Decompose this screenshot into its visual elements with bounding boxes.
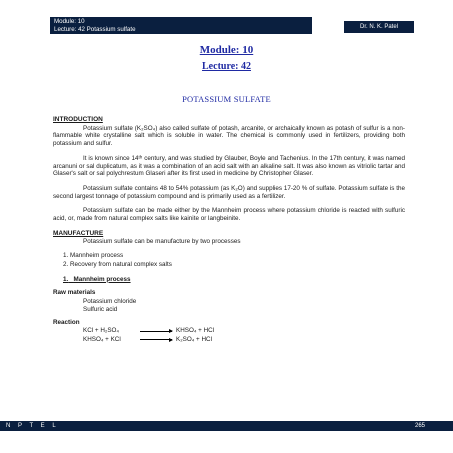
reaction-arrow-icon	[140, 339, 172, 340]
intro-paragraph-1: Potassium sulfate (K₂SO₄) also called sulfate of potash, arcanite, or archaically known as potash of sulfur is a non-flammable white crystalline salt which is soluble in water. The chemical is commonly used in fertilizers, providing both potassium and sulfur.	[53, 124, 405, 148]
raw-materials-list	[53, 298, 405, 313]
module-title: Module: 10	[199, 44, 254, 56]
intro-paragraph-3: Potassium sulfate contains 48 to 54% potassium (as K₂O) and supplies 17-20 % of sulfate. Potassium sulfate is the second largest tonnage of potassium compound and is primarily used as a fertilizer.	[53, 184, 405, 200]
header-module-box	[50, 17, 312, 34]
raw-material-1: Potassium chloride	[83, 297, 137, 305]
header-lecture: Lecture: 42 Potassium sulfate	[54, 25, 136, 33]
manufacture-heading: MANUFACTURE	[53, 229, 104, 237]
manufacture-lead: Potassium sulfate can be manufacture by two processes	[83, 238, 241, 246]
reaction-2	[53, 336, 405, 345]
intro-paragraph-4: Potassium sulfate can be made either by the Mannheim process where potassium chloride is reacted with sulfuric acid, or, made from natural complex salts like kainite or langbeinite.	[53, 207, 405, 223]
header-author: Dr. N. K. Patel	[344, 21, 414, 33]
topic-title: POTASSIUM SULFATE	[182, 94, 271, 104]
reaction-2-left: KHSO₄ + KCl	[83, 335, 121, 343]
reaction-2-right: K₂SO₄ + HCl	[176, 335, 212, 343]
mannheim-heading	[63, 276, 405, 284]
reaction-arrow-icon	[140, 331, 172, 332]
mannheim-heading-number: 1.	[63, 275, 69, 283]
intro-paragraph-2: It is known since 14ᵗʰ century, and was studied by Glauber, Boyle and Tachenius. In the 17th century, it was named arcanuni or sal duplicatum, as it was a combination of an acid salt with an alkaline salt. It was also known as vitriolic tartar and Glaser's salt or sal polychrestum Glaseri after its first used in medicine by Christopher Glaser.	[53, 154, 405, 178]
header-module: Module: 10	[54, 18, 85, 25]
process-item-2: 2. Recovery from natural complex salts	[63, 260, 172, 268]
reaction-label: Reaction	[53, 319, 80, 327]
document-body	[53, 116, 405, 344]
mannheim-heading-text: Mannheim process	[73, 275, 131, 283]
raw-materials-label: Raw materials	[53, 289, 96, 297]
footer-org: N P T E L	[6, 423, 59, 429]
page-number: 265	[414, 423, 425, 429]
process-list	[63, 252, 405, 268]
raw-material-2: Sulfuric acid	[83, 305, 118, 313]
reaction-1-left: KCl + H₂SO₄	[83, 327, 119, 335]
lecture-title: Lecture: 42	[202, 61, 251, 72]
process-item-1: 1. Mannheim process	[63, 252, 124, 260]
introduction-heading: INTRODUCTION	[53, 116, 103, 123]
footer-bar	[0, 421, 453, 431]
reaction-1	[53, 327, 405, 336]
reaction-1-right: KHSO₄ + HCl	[176, 327, 215, 335]
